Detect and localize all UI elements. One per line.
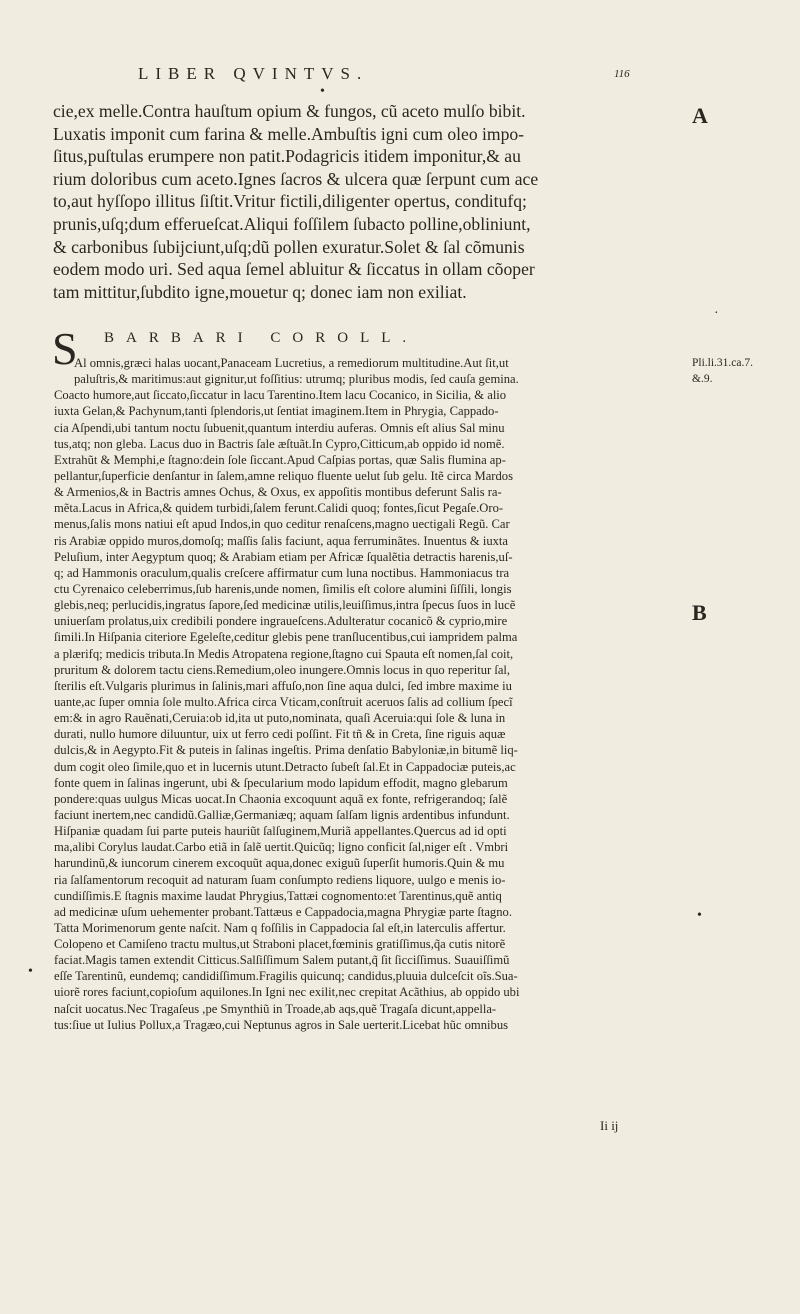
drop-cap-initial: S <box>52 323 78 374</box>
corollarium-line: uante,ac ſuper omnia ſole multo.Africa circa Vticam,conſtruit aceruos ſalis ad collium ſpecĩ <box>54 694 513 709</box>
corollarium-line: fonte quem in ſalinas ingerunt, ubi & ſpecularium modo lapidum effodit, magno glebarum <box>54 775 508 790</box>
corollarium-heading: BARBARI COROLL. <box>104 330 419 346</box>
corollarium-line: paluſtris,& maritimus:aut gignitur,ut foſſitius: utrumq; pluribus modis, ſed cauſa gemina. <box>74 372 519 387</box>
main-text <box>53 100 683 303</box>
corollarium-line: glebis,neq; perlucidis,ingratus ſapore,ſed medicinæ utilis,leuiſſimus,intra ſpecus ſuos in lucẽ <box>54 598 516 613</box>
corollarium-line: durati, nullo humore diluuntur, uix ut ferro cedi poſſint. Fit tñ & in Creta, ſine riguis aquæ <box>54 727 506 742</box>
corollarium-line: ris Arabiæ oppido muros,domoſq; maſſis ſalis faciunt, aqua ferruminãtes. Inuentus & iuxta <box>54 533 508 548</box>
corollarium-line: tus:ſiue ut Iulius Pollux,a Tragæo,cui Neptunus agros in Sale uerterit.Licebat hũc omnibus <box>54 1017 509 1032</box>
corollarium-line: dulcis,& in Aegypto.Fit & puteis in ſalinas ingeſtis. Prima denſatio Babyloniæ,in bitumẽ liq- <box>54 743 518 758</box>
corollarium-line: & Armenios,& in Bactris amnes Ochus, & Oxus, ex appoſitis montibus deferunt Salis ra- <box>54 485 502 500</box>
corollarium-line: pondere:quas uulgus Micas uocat.In Chaonia excoquunt aquã ex fonte, refrigerandoq; ſalẽ <box>54 791 508 806</box>
corollarium-line: ad medicinæ uſum uehementer probant.Tattæus e Cappadocia,magna Phrygiæ parte ſtagno. <box>54 904 512 919</box>
corollarium-line: tus,atq; non gleba. Lacus duo in Bactris ſale æſtuãt.In Cypro,Citticum,ab oppido id nomẽ. <box>54 436 505 451</box>
page-header <box>138 64 630 88</box>
corollarium-line: cia Aſpendi,ubi tantum noctu ſubuenit,quantum interdiu auferas. Omnis eſt alius Sal minu <box>54 420 505 435</box>
corollarium-line: uiorẽ rores faciunt,copioſum aquilones.In Igni nec exilit,nec crepitat Acãthius, ab oppido ubi <box>54 985 520 1000</box>
corollarium-line: a plærifq; medicis tributa.In Medis Atropatena regione,ſtagno cui Spauta eſt nomen,ſal coit, <box>54 646 514 661</box>
corollarium-line: mẽta.Lacus in Africa,& quidem turbidi,ſalem ferunt.Calidi quoq; fontes,ſicut Pegaſe.Oro- <box>54 501 504 516</box>
corollarium-line: Peluſium, inter Aegyptum quoq; & Arabiam etiam per Africæ ſqualẽtia detractis harenis,uſ- <box>54 549 513 564</box>
main-text-line: prunis,uſq;dum efferueſcat.Aliqui foſſilem ſubacto polline,obliniunt, <box>53 213 531 234</box>
margin-letter-b: B <box>692 600 707 625</box>
corollarium-line: ria ſalſamentorum recoquit ad naturam ſuam conſumpto rediens liquore, uulgo e menis io- <box>54 872 506 887</box>
side-reference: Pli.li.31.ca.7. <box>692 357 754 369</box>
main-text-line: & carbonibus ſubijciunt,uſq;dũ pollen exuratur.Solet & ſal cõmunis <box>53 236 525 257</box>
corollarium-line: eſſe Tarentinũ, eundemq; candidiſſimum.Fragilis quicunq; candidus,pluuia dulceſcit oĩs.Sua- <box>54 969 518 984</box>
main-text-line: to,aut hyſſopo illitus ſiſtit.Vritur fictili,diligenter opertus, conditufq; <box>53 191 527 212</box>
margin-dot: · <box>714 306 719 321</box>
corollarium-line: dum cogit oleo ſimile,quo et in lucernis utunt.Detracto ſubeſt ſal.Et in Cappadociæ puteis,ac <box>54 759 516 774</box>
corollarium-line: iuxta Gelan,& Pachynum,tanti ſplendoris,ut ſentiat imaginem.Item in Phrygia, Cappado- <box>54 404 499 419</box>
ornament-dot: • <box>320 84 325 99</box>
corollarium-line: ma,alibi Corylus laudat.Carbo etiã in ſalẽ uertit.Quicũq; ligno conficit ſal,niger eſt . Vmbri <box>54 840 509 855</box>
corollarium-line: em:& in agro Rauẽnati,Ceruia:ob id,ita ut puto,nominata, quaſi Aceruia:qui ſole & luna in <box>54 711 506 726</box>
main-text-line: eodem modo uri. Sed aqua ſemel abluitur & ſiccatus in ollam cõoper <box>53 259 535 280</box>
corollarium-line: faciunt inertem,nec candidũ.Galliæ,Germaniæq; aquam ſalſam lignis ardentibus infundunt. <box>54 807 510 822</box>
corollarium-line: pruritum & dolorem tactu ciens.Remedium,oleo inungere.Omnis locus in quo reperitur ſal, <box>54 662 511 677</box>
corollarium-line: Tatta Morimenorum gente naſcit. Nam q foſſilis in Cappadocia ſal eſt,in laterculis affertur. <box>54 920 506 935</box>
corollarium-line: Hiſpaniæ quadam ſui parte puteis hauriũt ſalſuginem,Muriã appellantes.Quercus ad id opti <box>54 824 507 839</box>
signature-mark: Ii ij <box>600 1118 619 1133</box>
main-text-line: cie,ex melle.Contra hauſtum opium & fungos, cũ aceto mulſo bibit. <box>53 101 526 121</box>
main-text-line: Luxatis imponit cum farina & melle.Ambuſtis igni cum oleo impo- <box>53 123 525 144</box>
corollarium-line: q; ad Hammonis oraculum,qualis creſcere affirmatur cum luna noctibus. Hammoniacus tra <box>54 565 510 580</box>
corollarium-line: cundiſſimis.E ſtagnis maxime laudat Phrygius,Tattæi cognomento:et Tarentinus,quẽ antiq <box>54 888 502 903</box>
main-text-line: ſitus,puſtulas erumpere non patit.Podagricis itidem imponitur,& au <box>53 146 521 167</box>
side-reference: &.9. <box>692 373 713 385</box>
main-text-line: tam mittitur,ſubdito igne,mouetur q; donec iam non exiliat. <box>53 281 467 302</box>
corollarium-line: ctu Cyrenaico celeberrimus,ſub harenis,unde nomen, ſimilis eſt colore alumini ſiſſili, longis <box>54 581 512 596</box>
corollarium-line: uniuerſam prolatus,uix credibili pondere ingraueſcens.Adulteratur cocanicõ & cyprio,mire <box>54 614 508 629</box>
main-text-line: rium doloribus cum aceto.Ignes ſacros & ulcera quæ ſerpunt cum ace <box>53 168 539 189</box>
corollarium-line: naſcit uocatus.Nec Tragaſeus ,pe Smynthiũ in Troade,ab aqs,quẽ Tragaſa dicunt,appella- <box>54 1001 497 1016</box>
corollarium-line: menus,ſalis mons natiui eſt apud Indos,in quo ceditur renaſcens,magno uectigali Regũ. Car <box>54 517 510 532</box>
margin-letter-a: A <box>692 103 708 128</box>
corollarium-line: ſterilis eſt.Vulgaris plurimus in ſalinis,mari affuſo,non ſine aqua dulci, ſed imbre maxime iu <box>54 678 512 693</box>
corollarium-text <box>54 355 682 1033</box>
corollarium-line: Colopeno et Camiſeno tractu multus,ut Straboni placet,fœminis gratiſſimus,q̃a cutis nitorẽ <box>54 937 506 952</box>
corollarium-line: Extrahũt & Memphi,e ſtagno:dein ſole ſiccant.Apud Caſpias portas, quæ Salis flumina ap- <box>54 452 506 467</box>
corollarium-line: faciat.Magis tamen extendit Citticus.Salſiſſimum Salem putant,q̃ ſit ſicciſſimus. Suauiſſimũ <box>54 953 510 968</box>
corollarium-line: Al omnis,græci halas uocant,Panaceam Lucretius, a remediorum multitudine.Aut ſit,ut <box>74 356 509 370</box>
margin-dot: • <box>697 908 702 923</box>
folio-number: 116 <box>614 68 630 80</box>
corollarium-line: ſimili.In Hiſpania citeriore Egeleſte,ceditur glebis pene tranſlucentibus,cui iampridem palma <box>54 630 518 645</box>
margin-dot: • <box>28 964 33 979</box>
corollarium-line: Coacto humore,aut ſiccato,ſiccatur in lacu Tarentino.Item lacu Cocanico, in Sicilia, & alio <box>54 388 507 403</box>
corollarium-line: pellantur,ſuperficie denſantur in ſalem,amne reliquo fluente uelut ſub gelu. Itẽ circa Mardos <box>54 468 513 483</box>
running-head: LIBER QVINTVS. <box>138 64 369 83</box>
corollarium-line: harundinũ,& iuncorum cinerem excoquũt aqua,donec exiguũ ſuperſit humoris.Quin & mu <box>54 856 505 871</box>
